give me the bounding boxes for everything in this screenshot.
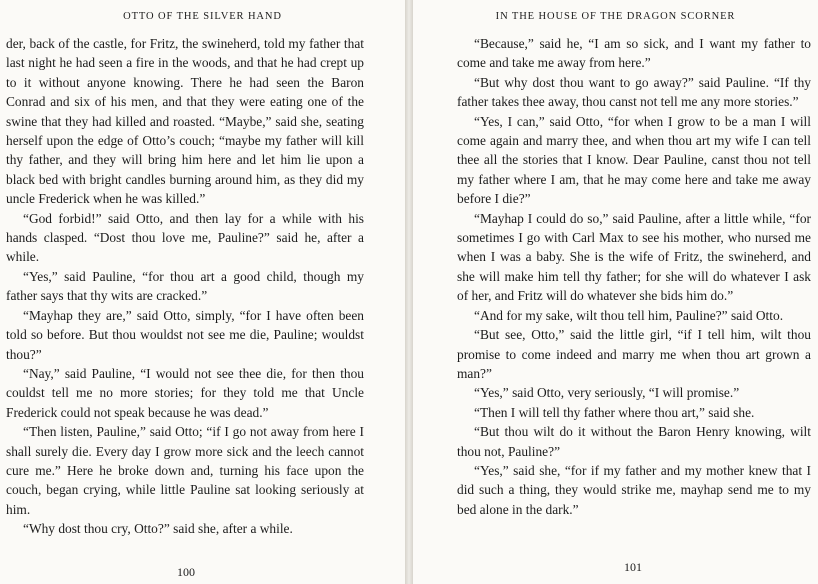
right-page-number: 101 bbox=[624, 560, 642, 574]
paragraph: “And for my sake, wilt thou tell him, Pauline?” said Otto. bbox=[474, 307, 784, 323]
paragraph: “Yes,” said Otto, very seriously, “I will promise.” bbox=[474, 385, 740, 401]
paragraph: “Yes, I can,” said Otto, “for when I grow to be a man I will come again and marry thee, and when thou art my wife I can tell thee all the stories that I know. Dear Pauline, canst thou not tell my father where I am, that he may come here and take me away before I die?” bbox=[457, 113, 811, 207]
left-page-text bbox=[6, 34, 364, 539]
paragraph: der, back of the castle, for Fritz, the swineherd, told my father that last night he had seen a fire in the woods, and that he had crept up to it without anyone knowing. There he had seen the Baron Conrad and six of his men, and that they were eating one of the swine that they had killed and roasted. “Maybe,” said she, seating herself upon the edge of Otto’s couch; “maybe my father will kill thy father, and they will bring him here and let him lie upon a black bed with bright candles burning around him, as they did my uncle Frederick when he was killed.” bbox=[6, 36, 364, 207]
left-page-number: 100 bbox=[177, 565, 195, 579]
book-gutter bbox=[405, 0, 413, 584]
paragraph: “Mayhap they are,” said Otto, simply, “for I have often been told so before. But thou wouldst not see me die, Pauline; wouldst thou?” bbox=[6, 307, 364, 362]
paragraph: “Because,” said he, “I am so sick, and I want my father to come and take me away from here.” bbox=[457, 36, 811, 71]
paragraph: “Why dost thou cry, Otto?” said she, after a while. bbox=[23, 521, 293, 537]
left-page bbox=[0, 0, 405, 584]
paragraph: “But see, Otto,” said the little girl, “if I tell him, wilt thou promise to come indeed and marry me when thou art grown a man?” bbox=[457, 327, 811, 381]
paragraph: “Then listen, Pauline,” said Otto; “if I go not away from here I shall surely die. Every day I grow more sick and the leech cannot cure me.” Here he broke down and, turning his face upon the couch, began crying, while little Pauline sat looking seriously at him. bbox=[6, 424, 364, 517]
paragraph: “Mayhap I could do so,” said Pauline, after a little while, “for sometimes I go with Carl Max to see his mother, who nursed me when I was a baby. She is the wife of Fritz, the swineherd, and she will make him tell thy father; for she will do whatever I ask of her, and Fritz will do whatever she bids him do.” bbox=[457, 210, 811, 304]
right-page bbox=[413, 0, 818, 584]
right-page-text bbox=[457, 34, 811, 519]
paragraph: “Then I will tell thy father where thou art,” said she. bbox=[474, 404, 755, 420]
left-running-head: OTTO OF THE SILVER HAND bbox=[123, 11, 282, 22]
paragraph: “But thou wilt do it without the Baron Henry knowing, wilt thou not, Pauline?” bbox=[457, 424, 811, 459]
right-running-head: IN THE HOUSE OF THE DRAGON SCORNER bbox=[495, 11, 736, 22]
paragraph: “Nay,” said Pauline, “I would not see thee die, for then thou couldst tell me no more stories; for they told me that Uncle Frederick could not speak because he was dead.” bbox=[6, 365, 364, 420]
paragraph: “Yes,” said she, “for if my father and my mother knew that I did such a thing, they would strike me, mayhap send me to my bed alone in the dark.” bbox=[457, 462, 811, 517]
paragraph: “But why dost thou want to go away?” said Pauline. “If thy father takes thee away, thou canst not tell me any more stories.” bbox=[457, 74, 811, 110]
paragraph: “God forbid!” said Otto, and then lay for a while with his hands clasped. “Dost thou love me, Pauline?” said he, after a while. bbox=[6, 210, 364, 265]
paragraph: “Yes,” said Pauline, “for thou art a good child, though my father says that thy wits are cracked.” bbox=[6, 268, 364, 304]
